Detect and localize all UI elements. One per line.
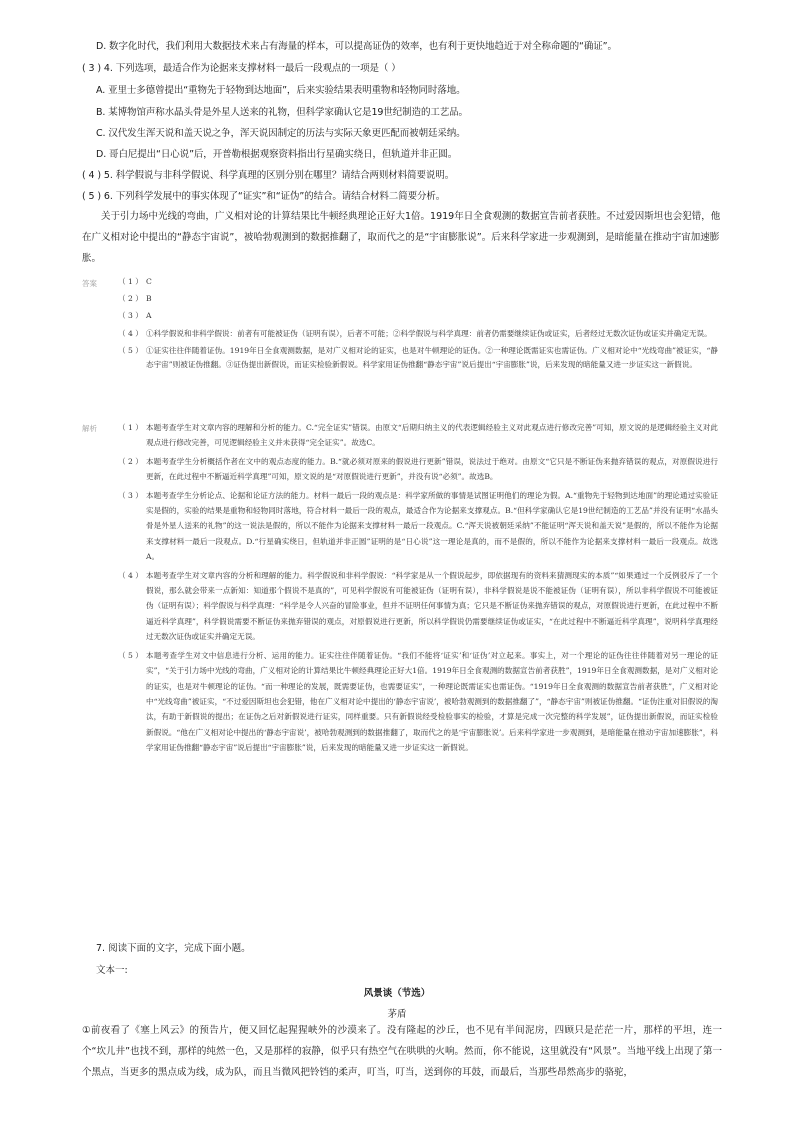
answer-num: （ 4 ） [118, 328, 143, 338]
answer-num: （ 2 ） [118, 294, 143, 304]
answer-item [118, 292, 718, 306]
explanation-num: （ 3 ） [118, 490, 143, 500]
explanation-item [118, 568, 718, 645]
answer-text: B [146, 294, 152, 304]
question-5-stem: ( 4 ) 5. 科学假说与非科学假说、科学真理的区别分别在哪里？请结合两则材料简要说明。 [82, 170, 455, 181]
explanation-text: 本题考查学生对文中信息进行分析、运用的能力。证实往往伴随着证伪。“我们不能将‘证实’和‘证伪’对立起来。事实上，对一个理论的证伪往往伴随着对另一理论的证实”，“关于引力场中光线的弯曲，广义相对论的计算结果比牛顿经典理论正好大1倍。1919年日全食观测的数据宣告前者获胜”，1919年日全食观测数据，是对广义相对论的证实，也是对牛顿理论的证伪。“而一种理论的发展，既需要证伪，也需要证实”，一种理论既需证实也需证伪。“1919年日全食观测的数据宣告前者获胜”，广义相对论中“光线弯曲”被证实，“不过爱因斯坦也会犯错，他在广义相对论中提出的‘静态宇宙说’，被哈勃观测到的数据推翻了”，“静态宇宙”则被证伪推翻。“证伪注重对旧假说的淘汰，有助于新假说的提出；在证伪之后对新假说进行证实，同样重要。只有新假说经受检验事实的检验，才算是完成一次完整的科学发展”，证伪提出新假说，而证实检验新假说。“他在广义相对论中提出的‘静态宇宙说’，被哈勃观测到的数据推翻了，取而代之的是‘宇宙膨胀说’。后来科学家进一步观测到，是暗能量在推动宇宙加速膨胀”，科学家用证伪推翻“静态宇宙”说后提出“宇宙膨胀”说，后来发现的暗能量又进一步证实这一新假说。 [146, 650, 718, 753]
explanation-text: 本题考查学生分析论点、论据和论证方法的能力。材料一最后一段的观点是：科学家所做的事情是试图证明他们的理论为假。A.“重物先于轻物到达地面”的理论通过实验证实是假的，实验的结果是重物和轻物同时落地，符合材料一最后一段的观点，最适合作为论据来支撑观点。B.“但科学家确认它是19世纪制造的工艺品”并没有证明“水晶头骨是外星人送来的礼物”的这一说法是假的，所以不能作为论据来支撑材料一最后一段观点。C.“浑天说被朝廷采纳”不能证明“浑天说和盖天说”是假的，所以不能作为论据来支撑材料一最后一段观点。D.“行星确实绕日，但轨道并非正圆”证明的是“日心说”这一理论是真的，而不是假的，所以不能作为论据来支撑材料一最后一段观点。故选A。 [146, 490, 718, 562]
q4-option-a: A. 亚里士多德曾提出“重物先于轻物到达地面”，后来实验结果表明重物和轻物同时落地。 [96, 85, 466, 96]
article-paragraph-text: ①前夜看了《塞上风云》的预告片，便又回忆起猩猩峡外的沙漠来了。没有隆起的沙丘，也不见有半间泥房，四顾只是茫茫一片，那样的平坦，连一个“坎儿井”也找不到，那样的纯然一色，又是那样的寂静，似乎只有热空气在哄哄的火响。然而，你不能说，这里就没有“风景”。当地平线上出现了第一个黑点，当更多的黑点成为线，成为队，而且当微风把铃铛的柔声，叮当，叮当，送到你的耳鼓，而最后，当那些昂然高步的骆驼， [82, 1025, 722, 1078]
q6-passage-text: 关于引力场中光线的弯曲，广义相对论的计算结果比牛顿经典理论正好大1倍。1919年日全食观测的数据宣告前者获胜。不过爱因斯坦也会犯错，他在广义相对论中提出的“静态宇宙说”，被哈勃观测到的数据推翻了，取而代之的是“宇宙膨胀说”。后来科学家进一步观测到，是暗能量在推动宇宙加速膨胀。 [82, 211, 721, 264]
q4-option-b: B. 某博物馆声称水晶头骨是外星人送来的礼物，但科学家确认它是19世纪制造的工艺品。 [96, 107, 468, 118]
article-author: 茅盾 [387, 1009, 407, 1020]
explanation-num: （ 5 ） [118, 650, 143, 660]
q4-option-c: C. 汉代发生浑天说和盖天说之争，浑天说因制定的历法与实际天象更匹配而被朝廷采纳。 [96, 128, 466, 139]
explanation-num: （ 4 ） [118, 570, 143, 580]
answer-text: A [146, 311, 152, 321]
answer-label: 答案 [82, 279, 97, 288]
answer-num: （ 1 ） [118, 277, 143, 286]
answer-text: C [146, 277, 152, 286]
explanation-text: 本题考查学生分析概括作者在文中的观点态度的能力。B.“就必须对原来的假说进行更新”错误，说法过于绝对。由原文“它只是不断证伪来抛弃错误的观点，对原假说进行更新，在此过程中不断逼近科学真理”可知，原文说的是“对原假说进行更新”，并没有说“必须”。故选B。 [146, 456, 718, 482]
explanation-text: 本题考查学生对文章内容的分析和理解的能力。科学假说和非科学假说：“科学家是从一个假说起步，即依据现有的资料来猜测现实的本质”“如果通过一个反例驳斥了一个假说，那么就会带来一点新知：知道那个假说不是真的”，可见科学假说有可能被证伪（证明有误），非科学假说是说不能被证伪（证明有误），所以非科学假说不可能被证伪（证明有误）；科学假说与科学真理：“科学是令人兴奋的冒险事业，但并不证明任何事情为真；它只是不断证伪来抛弃错误的观点，对原假说进行更新，在此过程中不断逼近科学真理”，科学假说需要不断证伪来抛弃错误的观点，对原假说进行更新，所以科学假说仍需要继续证伪或证实，“在此过程中不断逼近科学真理”，说明科学真理经过无数次证伪或证实并确定无误。 [146, 570, 718, 642]
answer-text: ①证实往往伴随着证伪。1919年日全食观测数据，是对广义相对论的证实，也是对牛顿理论的证伪。②一种理论既需证实也需证伪。广义相对论中“光线弯曲”被证实，“静态宇宙”则被证伪推翻。③证伪提出新假说，而证实检验新假说。科学家用证伪推翻“静态宇宙”说后提出“宇宙膨胀”说，后来发现的暗能量又进一步证实这一新假说。 [146, 345, 718, 370]
answer-num: （ 5 ） [118, 345, 143, 355]
answer-num: （ 3 ） [118, 311, 143, 321]
explanation-num: （ 2 ） [118, 456, 143, 466]
answer-item [118, 344, 718, 372]
answer-item [118, 327, 718, 341]
text-one-label: 文本一: [96, 965, 128, 976]
question-6-stem: ( 5 ) 6. 下列科学发展中的事实体现了“证实”和“证伪”的结合。请结合材料二简要分析。 [82, 191, 446, 202]
explanation-block [118, 420, 718, 759]
question-6-passage [82, 206, 722, 269]
explanation-label: 解析 [82, 424, 97, 433]
answer-block [118, 275, 718, 372]
explanation-text: 本题考查学生对文章内容的理解和分析的能力。C.“完全证实”错误。由原文“后期归纳主义的代表逻辑经验主义对此观点进行修改完善”可知，原文说的是逻辑经验主义对此观点进行修改完善，可见逻辑经验主义并未获得“完全证实”。故选C。 [146, 423, 718, 448]
answer-text: ①科学假说和非科学假说：前者有可能被证伪（证明有误），后者不可能；②科学假说与科学真理：前者仍需要继续证伪或证实，后者经过无数次证伪或证实并确定无误。 [146, 328, 712, 338]
question-4-stem: ( 3 ) 4. 下列选项，最适合作为论据来支撑材料一最后一段观点的一项是（ ） [82, 63, 401, 74]
article-title: 风景谈（节选） [363, 988, 431, 999]
explanation-item [118, 454, 718, 485]
explanation-item [118, 648, 718, 756]
question-7-stem: 7. 阅读下面的文字，完成下面小题。 [96, 943, 251, 954]
q4-option-d: D. 哥白尼提出“日心说”后，开普勒根据观察资料指出行星确实绕日，但轨道并非正圆。 [96, 149, 458, 160]
explanation-item [118, 420, 718, 451]
article-paragraph-1 [82, 1020, 722, 1083]
explanation-item [118, 488, 718, 565]
answer-item [118, 309, 718, 323]
explanation-num: （ 1 ） [118, 423, 143, 432]
option-d-prev: D. 数字化时代，我们利用大数据技术来占有海量的样本，可以提高证伪的效率，也有利于更快地趋近于对全称命题的“确证”。 [96, 41, 617, 52]
answer-item [118, 275, 718, 289]
